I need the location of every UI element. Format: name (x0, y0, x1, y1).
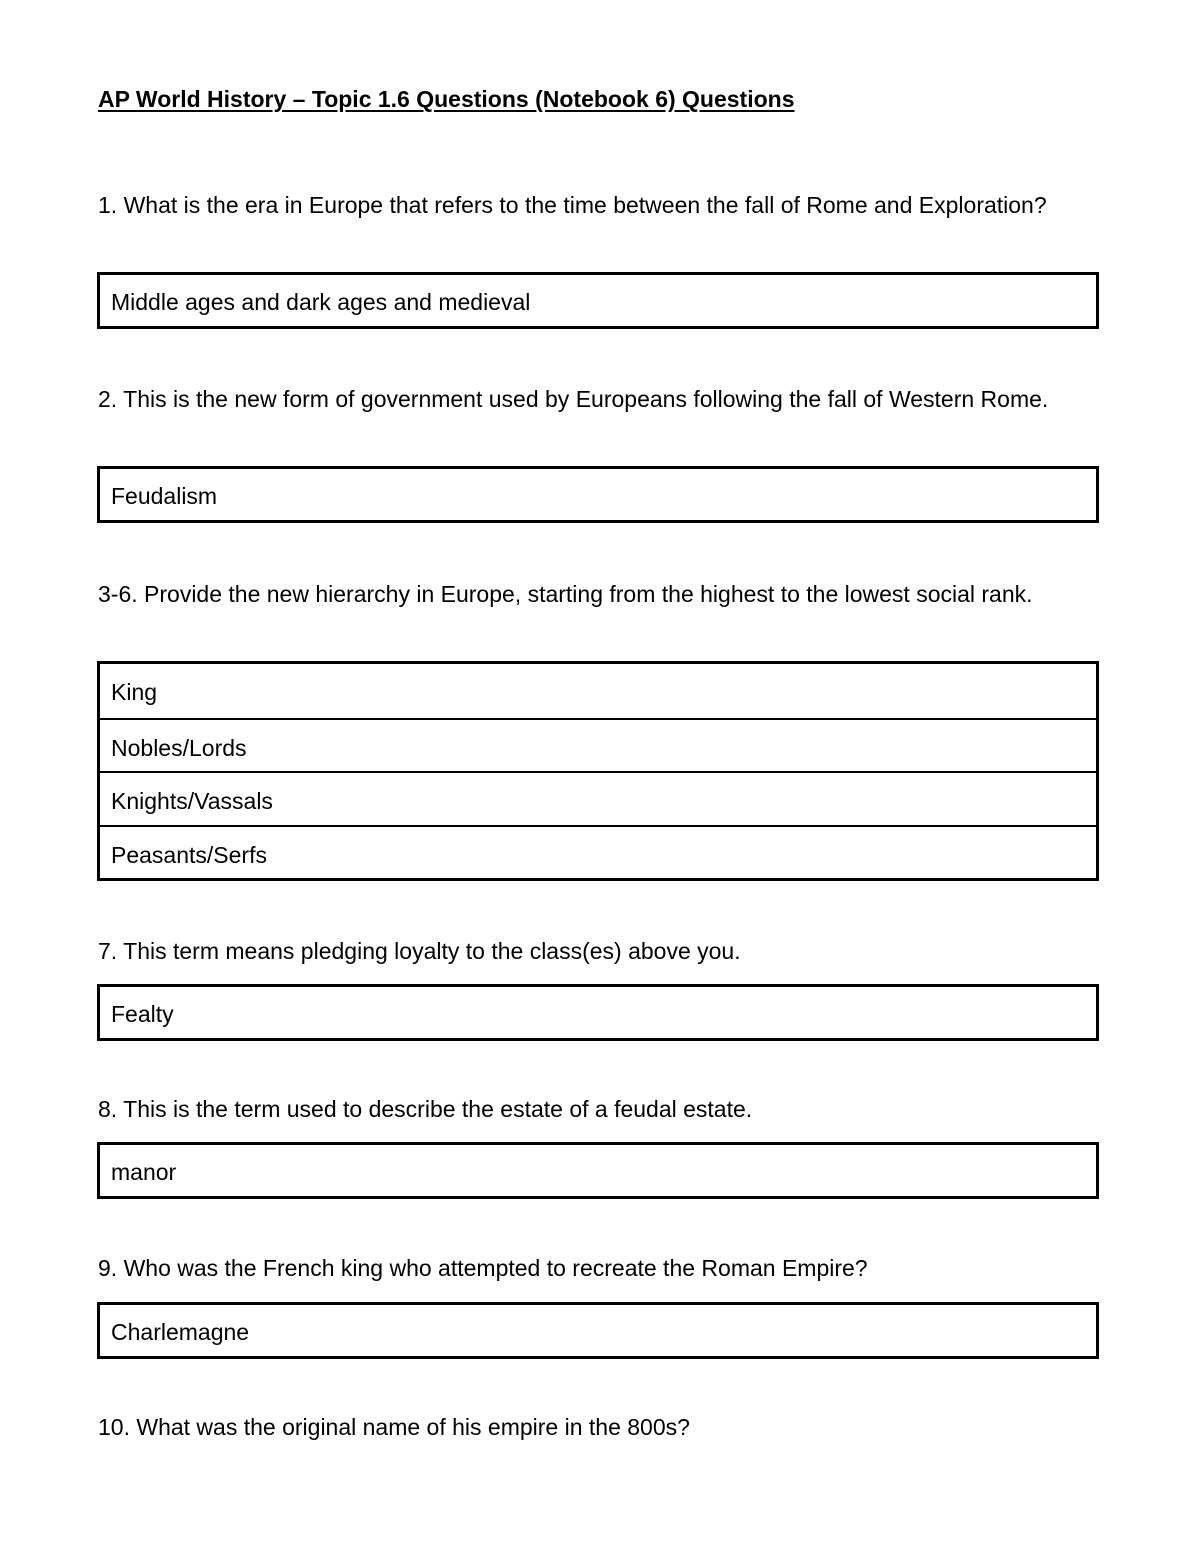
question-9-text: 9. Who was the French king who attempted to recreate the Roman Empire? (98, 1255, 868, 1281)
answer-box-hierarchy (97, 661, 1099, 881)
answer-8[interactable]: manor (111, 1159, 177, 1185)
answer-box-7[interactable] (97, 984, 1099, 1041)
question-8-text: 8. This is the term used to describe the estate of a feudal estate. (98, 1096, 753, 1122)
question-7-text: 7. This term means pledging loyalty to the class(es) above you. (98, 938, 741, 964)
hierarchy-rank-1[interactable]: King (111, 679, 158, 705)
question-3-6-text: 3-6. Provide the new hierarchy in Europe, starting from the highest to the lowest social rank. (98, 581, 1033, 607)
answer-1[interactable]: Middle ages and dark ages and medieval (111, 289, 531, 315)
answer-box-8[interactable] (97, 1142, 1099, 1199)
answer-box-1[interactable] (97, 272, 1099, 329)
answer-7[interactable]: Fealty (111, 1001, 174, 1027)
question-10-text: 10. What was the original name of his empire in the 800s? (98, 1414, 690, 1440)
question-2-text: 2. This is the new form of government used by Europeans following the fall of Western Rome. (98, 386, 1049, 412)
hierarchy-rank-4[interactable]: Peasants/Serfs (100, 825, 1096, 879)
answer-9[interactable]: Charlemagne (111, 1319, 250, 1345)
hierarchy-rank-3[interactable]: Knights/Vassals (100, 771, 1096, 825)
page-title: AP World History – Topic 1.6 Questions (Notebook 6) Questions (98, 86, 795, 112)
answer-box-2[interactable] (97, 466, 1099, 523)
hierarchy-rank-2[interactable]: Nobles/Lords (100, 718, 1096, 772)
question-1-text: 1. What is the era in Europe that refers to the time between the fall of Rome and Exploration? (98, 192, 1047, 218)
answer-box-9[interactable] (97, 1302, 1099, 1359)
answer-2[interactable]: Feudalism (111, 483, 218, 509)
